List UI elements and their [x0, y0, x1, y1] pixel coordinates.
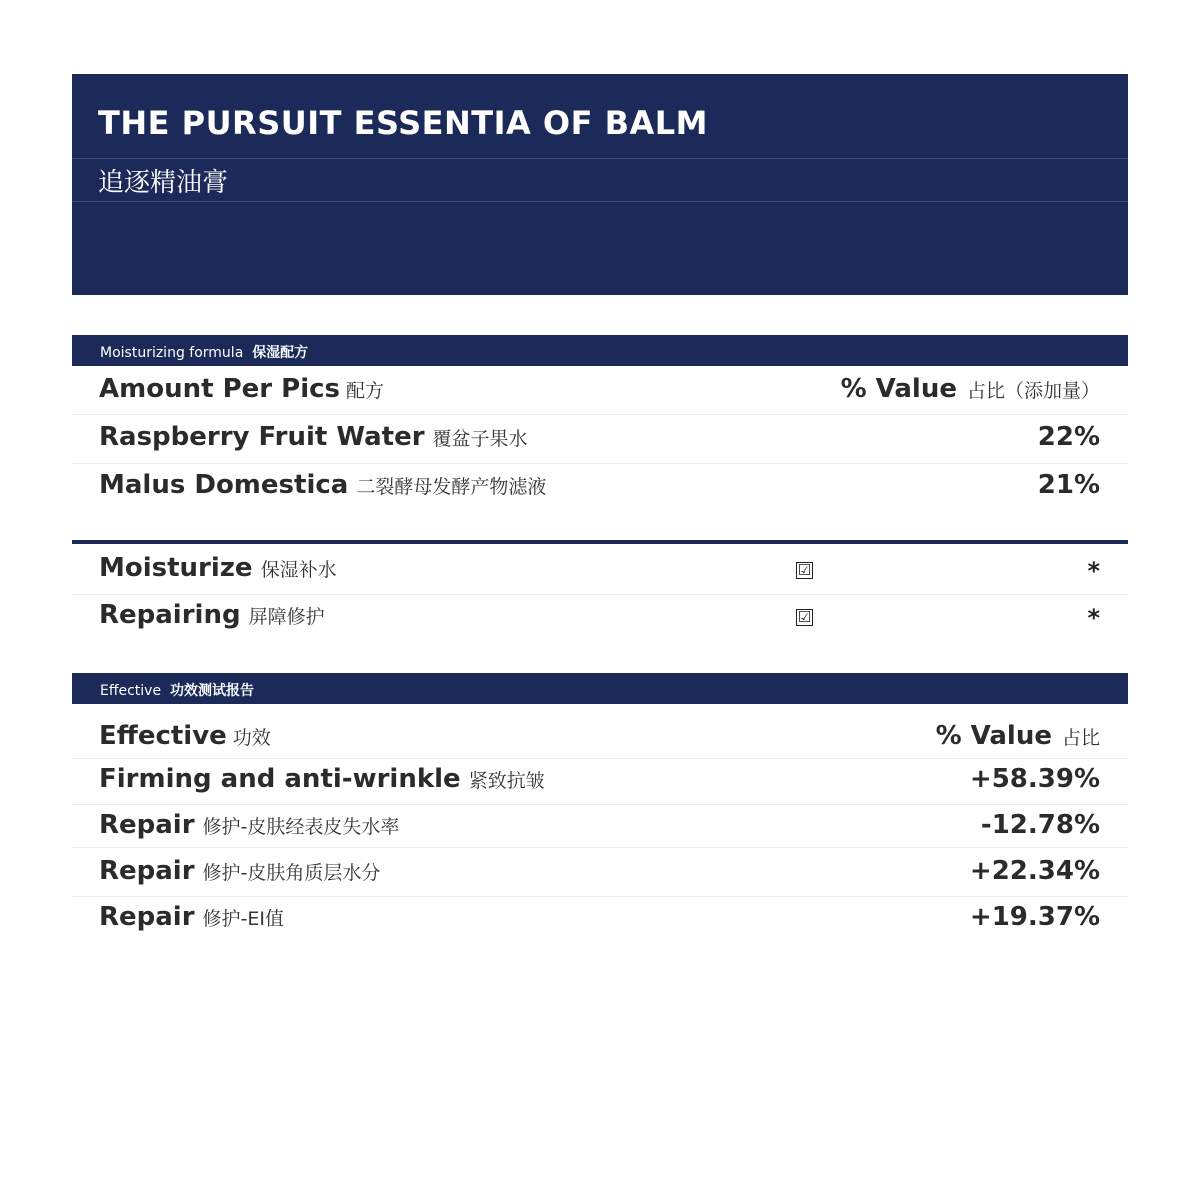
effect-value: +22.34% — [969, 856, 1100, 886]
row-divider — [72, 804, 1128, 805]
formula-header-name: Amount Per Pics 配方 — [99, 374, 385, 404]
row-divider — [72, 414, 1128, 415]
claim-mark: * — [1087, 604, 1100, 632]
row-divider — [72, 594, 1128, 595]
formula-header-value: % Value 占比（添加量） — [840, 374, 1100, 404]
effective-row — [72, 764, 1128, 802]
effect-name: Firming and anti-wrinkle 紧致抗皱 — [99, 764, 545, 794]
ingredient-value: 21% — [1037, 470, 1100, 500]
claim-name: Repairing 屏障修护 — [99, 600, 325, 630]
header-divider — [72, 201, 1128, 202]
effect-name: Repair 修护-皮肤经表皮失水率 — [99, 810, 400, 840]
formula-row — [72, 422, 1128, 462]
effect-value: +19.37% — [969, 902, 1100, 932]
effect-name: Repair 修护-EI值 — [99, 902, 285, 932]
formula-band-label: Moisturizing formula 保湿配方 — [100, 345, 309, 361]
section-separator — [72, 540, 1128, 544]
effective-header-name: Effective 功效 — [99, 721, 271, 751]
formula-header-row — [72, 374, 1128, 414]
formula-section-band — [72, 335, 1128, 366]
claim-mark: * — [1087, 557, 1100, 585]
claim-row — [72, 553, 1128, 593]
ingredient-value: 22% — [1037, 422, 1100, 452]
effect-value: +58.39% — [969, 764, 1100, 794]
claim-row — [72, 600, 1128, 640]
effective-section-band — [72, 673, 1128, 704]
effective-band-label: Effective 功效测试报告 — [100, 683, 254, 699]
ingredient-name: Raspberry Fruit Water 覆盆子果水 — [99, 422, 528, 452]
effective-header-value: % Value 占比 — [935, 721, 1100, 751]
effective-header-row — [72, 721, 1128, 757]
ingredient-name: Malus Domestica 二裂酵母发酵产物滤液 — [99, 470, 547, 500]
effective-row — [72, 856, 1128, 894]
row-divider — [72, 847, 1128, 848]
formula-row — [72, 470, 1128, 510]
checkbox-checked-icon: ☑ — [797, 608, 812, 626]
claim-name: Moisturize 保湿补水 — [99, 553, 337, 583]
product-subtitle: 追逐精油膏 — [98, 168, 229, 198]
row-divider — [72, 758, 1128, 759]
effect-name: Repair 修护-皮肤角质层水分 — [99, 856, 381, 886]
effect-value: -12.78% — [980, 810, 1100, 840]
effective-row — [72, 902, 1128, 940]
row-divider — [72, 896, 1128, 897]
row-divider — [72, 463, 1128, 464]
product-title: THE PURSUIT ESSENTIA OF BALM — [98, 104, 708, 142]
product-header — [72, 74, 1128, 295]
effective-row — [72, 810, 1128, 848]
header-divider — [72, 158, 1128, 159]
checkbox-checked-icon: ☑ — [797, 561, 812, 579]
